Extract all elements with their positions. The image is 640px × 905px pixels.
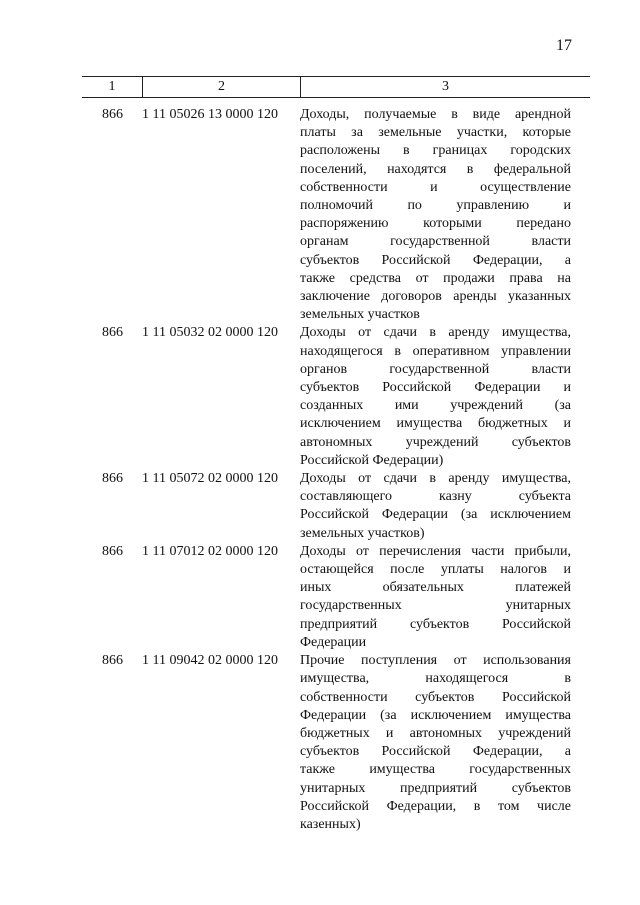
description-line: субъектов Российской Федерации, а	[300, 744, 571, 760]
description-line: поселений, находятся в федеральной	[300, 161, 571, 177]
description-line: заключение договоров аренды указанных	[300, 289, 571, 305]
table-row	[82, 652, 590, 834]
page-number: 17	[556, 37, 572, 54]
description-line: земельных участков	[300, 307, 420, 323]
admin-code: 866	[102, 107, 123, 122]
admin-code: 866	[102, 471, 123, 487]
description-line: Российской Федерации)	[300, 452, 444, 468]
description-line: платы за земельные участки, которые	[300, 125, 571, 141]
header-col-2: 2	[218, 79, 225, 94]
description-line: Федерации (за исключением имущества	[300, 707, 571, 723]
description-line: органам государственной власти	[300, 234, 571, 250]
description-line: автономных учреждений субъектов	[300, 434, 571, 450]
description-line: органов государственной власти	[300, 361, 571, 377]
description-line: собственности и осуществление	[300, 179, 571, 195]
description-line: полномочий по управлению и	[300, 198, 571, 214]
description-line: также имущества государственных	[300, 762, 571, 778]
description-line: Доходы от сдачи в аренду имущества,	[300, 471, 571, 487]
table-row	[82, 543, 590, 652]
revenue-code: 1 11 05072 02 0000 120	[142, 471, 278, 487]
revenue-description	[300, 543, 571, 652]
admin-code: 866	[102, 543, 123, 559]
description-line: Доходы, получаемые в виде арендной	[300, 107, 571, 122]
revenue-code: 1 11 05026 13 0000 120	[142, 107, 278, 122]
description-line: унитарных предприятий субъектов	[300, 780, 571, 796]
description-line: Прочие поступления от использования	[300, 653, 571, 669]
revenue-description	[300, 652, 571, 834]
description-line: бюджетных и автономных учреждений	[300, 725, 571, 741]
description-line: Российской Федерации (за исключением	[300, 507, 571, 523]
description-line: собственности субъектов Российской	[300, 689, 571, 705]
description-line: распоряжению которыми передано	[300, 216, 571, 232]
revenue-code: 1 11 09042 02 0000 120	[142, 653, 278, 669]
description-line: созданных ими учреждений (за	[300, 398, 571, 414]
description-line: субъектов Российской Федерации, а	[300, 252, 571, 268]
revenue-code: 1 11 05032 02 0000 120	[142, 325, 278, 341]
description-line: Федерации	[300, 634, 367, 650]
description-line: казенных)	[300, 816, 361, 832]
description-line: Доходы от сдачи в аренду имущества,	[300, 325, 571, 341]
description-line: предприятий субъектов Российской	[300, 616, 571, 632]
table-row	[82, 324, 590, 470]
revenue-description	[300, 324, 571, 470]
admin-code: 866	[102, 325, 123, 341]
description-line: исключением имущества бюджетных и	[300, 416, 571, 432]
description-line: составляющего казну субъекта	[300, 489, 571, 505]
description-line: находящегося в оперативном управлении	[300, 343, 571, 359]
header-col-1: 1	[108, 79, 116, 94]
description-line: также средства от продажи права на	[300, 270, 571, 286]
description-line: государственных унитарных	[300, 598, 571, 614]
description-line: иных обязательных платежей	[300, 580, 571, 596]
description-line: расположены в границах городских	[300, 143, 571, 159]
description-line: субъектов Российской Федерации и	[300, 380, 571, 396]
description-line: имущества, находящегося в	[300, 671, 571, 687]
description-line: Доходы от перечисления части прибыли,	[300, 543, 571, 559]
revenue-description	[300, 106, 571, 324]
table-header	[82, 76, 590, 98]
revenue-description	[300, 470, 571, 543]
table-body	[82, 106, 590, 834]
table-row	[82, 106, 590, 324]
revenue-code: 1 11 07012 02 0000 120	[142, 543, 278, 559]
description-line: Российской Федерации, в том числе	[300, 798, 571, 814]
admin-code: 866	[102, 653, 123, 669]
table-row	[82, 470, 590, 543]
description-line: земельных участков)	[300, 525, 425, 541]
header-col-3: 3	[442, 79, 449, 94]
description-line: остающейся после уплаты налогов и	[300, 562, 571, 578]
